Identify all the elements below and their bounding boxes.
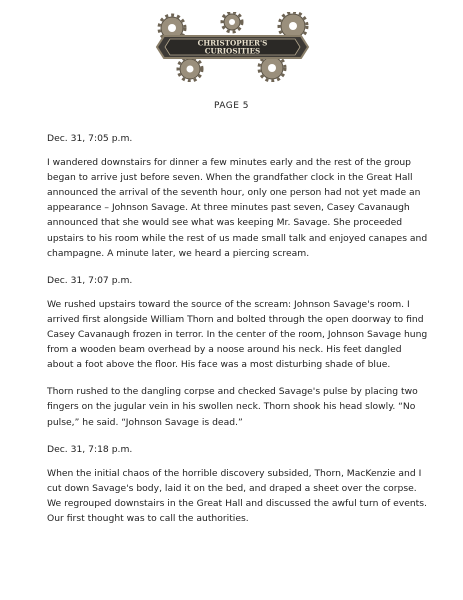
- logo-text-line1: CHRISTOPHER'S: [197, 38, 268, 48]
- logo-text-line2: CURIOSITIES: [204, 46, 261, 56]
- entry-paragraph: Thorn rushed to the dangling corpse and checked Savage's pulse by placing two fingers on the jugular vein in his swollen neck. Thorn shook his head slowly. “No pulse,” he said. “Johnson Savage is dead.”: [47, 386, 418, 428]
- journal-content: [47, 131, 430, 538]
- entry-paragraph: I wandered downstairs for dinner a few minutes early and the rest of the group began to arrive just before seven. When the grandfather clock in the Great Hall announced the arrival of the seventh hour, only one person had not yet made an appearance – Johnson Savage. At three minutes past seven, Casey Cavanaugh announced that she would see what was keeping Mr. Savage. She proceeded upstairs to his room while the rest of us made small talk and enjoyed canapes and champagne. A minute later, we heard a piercing scream.: [47, 157, 428, 259]
- entry-paragraph: We rushed upstairs toward the source of the scream: Johnson Savage's room. I arrived first alongside William Thorn and bolted through the open doorway to find Casey Cavanaugh frozen in terror. In the center of the room, Johnson Savage hung from a wooden beam overhead by a noose around his neck. His feet dangled about a foot above the floor. His face was a most disturbing shade of blue.: [47, 298, 428, 371]
- entry-timestamp: Dec. 31, 7:18 p.m.: [47, 443, 133, 455]
- christophers-curiosities-logo: [150, 12, 315, 82]
- gear-logo-icon: [150, 12, 315, 82]
- page-number-label: PAGE 5: [213, 101, 250, 111]
- entry-timestamp: Dec. 31, 7:07 p.m.: [47, 274, 133, 286]
- entry-paragraph: When the initial chaos of the horrible discovery subsided, Thorn, MacKenzie and I cut down Savage's body, laid it on the bed, and draped a sheet over the corpse. We regrouped downstairs in the Great Hall and discussed the awful turn of events. Our first thought was to call the authorities.: [47, 467, 427, 524]
- entry-timestamp: Dec. 31, 7:05 p.m.: [47, 133, 133, 144]
